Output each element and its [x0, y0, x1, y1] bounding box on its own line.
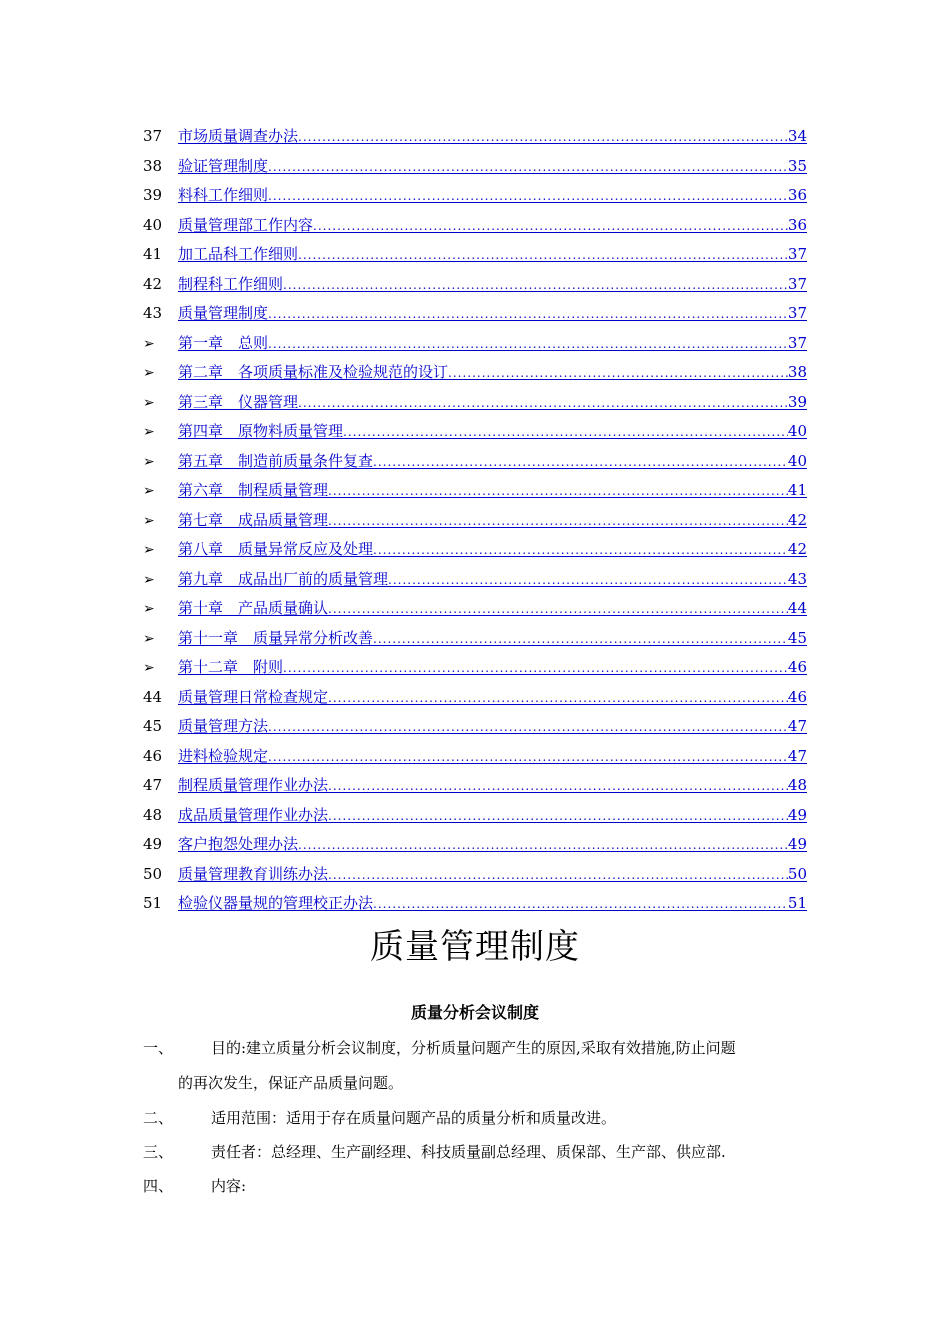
toc-entry[interactable]	[143, 565, 807, 595]
toc-entry-link[interactable]	[178, 624, 807, 655]
arrow-bullet-icon: ➢	[143, 660, 155, 676]
arrow-bullet-icon: ➢	[143, 571, 155, 588]
toc-entry-title: 制程科工作细则	[178, 274, 284, 293]
toc-entry-page: 45	[787, 628, 807, 647]
toc-leader-dots	[373, 448, 788, 478]
toc-entry-title: 第七章 成品质量管理	[178, 510, 329, 529]
paragraph-1	[143, 1031, 807, 1065]
toc-entry[interactable]	[143, 181, 807, 211]
table-of-contents	[143, 122, 807, 919]
toc-entry-page: 44	[787, 599, 807, 617]
toc-leader-dots	[373, 625, 788, 655]
toc-entry-link[interactable]	[178, 535, 807, 566]
toc-entry-link[interactable]	[178, 417, 807, 448]
toc-entry[interactable]	[143, 329, 807, 359]
arrow-bullet-icon: ➢	[143, 424, 155, 440]
toc-entry[interactable]	[143, 535, 807, 565]
section-title: 质量分析会议制度	[410, 1003, 539, 1022]
toc-entry[interactable]	[143, 211, 807, 241]
toc-entry[interactable]	[143, 122, 807, 152]
toc-leader-dots	[328, 595, 788, 625]
toc-entry-link[interactable]	[178, 860, 807, 891]
arrow-bullet-icon: ➢	[143, 542, 155, 558]
toc-entry-number: 50	[143, 864, 163, 883]
toc-entry-number: 48	[143, 805, 163, 824]
toc-entry-title: 成品质量管理作业办法	[178, 805, 329, 824]
toc-entry-title: 第六章 制程质量管理	[178, 481, 329, 499]
toc-entry-number: 44	[143, 687, 163, 706]
toc-entry-title: 制程质量管理作业办法	[178, 776, 329, 794]
toc-entry-link[interactable]	[178, 506, 807, 537]
toc-entry-title: 客户抱怨处理办法	[178, 835, 299, 853]
toc-entry[interactable]	[143, 771, 807, 801]
toc-entry[interactable]	[143, 683, 807, 713]
arrow-bullet-icon: ➢	[143, 394, 155, 411]
toc-entry[interactable]	[143, 476, 807, 506]
toc-entry-title: 检验仪器量规的管理校正办法	[178, 894, 374, 912]
toc-entry-page: 43	[787, 569, 807, 588]
toc-entry-link[interactable]	[178, 388, 807, 419]
toc-entry-link[interactable]	[178, 801, 807, 832]
toc-entry-link[interactable]	[178, 830, 807, 861]
arrow-bullet-icon: ➢	[143, 512, 155, 529]
toc-leader-dots	[283, 271, 788, 301]
toc-leader-dots	[298, 241, 788, 271]
toc-leader-dots	[298, 123, 788, 153]
toc-entry-page: 42	[787, 510, 807, 529]
paragraph-marker: 三、	[143, 1143, 174, 1161]
arrow-bullet-icon: ➢	[143, 483, 155, 499]
paragraph-marker: 二、	[143, 1109, 174, 1127]
toc-leader-dots	[448, 359, 788, 389]
toc-entry-link[interactable]	[178, 240, 807, 271]
toc-entry-link[interactable]	[178, 565, 807, 596]
toc-entry-page: 46	[787, 658, 807, 676]
body-section	[143, 1031, 807, 1203]
toc-entry-link[interactable]	[178, 122, 807, 153]
toc-entry[interactable]	[143, 860, 807, 890]
toc-leader-dots	[268, 182, 788, 212]
toc-entry-link[interactable]	[178, 329, 807, 360]
toc-entry-title: 市场质量调查办法	[178, 127, 299, 145]
toc-leader-dots	[268, 300, 788, 330]
toc-entry-page: 36	[787, 186, 807, 204]
paragraph-marker: 一、	[143, 1039, 174, 1057]
toc-leader-dots	[268, 713, 788, 743]
toc-entry[interactable]	[143, 653, 807, 683]
toc-entry-page: 40	[787, 422, 807, 440]
toc-entry-title: 质量管理制度	[178, 304, 269, 322]
paragraph-text: 责任者：总经理、生产副经理、科技质量副总经理、质保部、生产部、供应部.	[211, 1143, 726, 1161]
toc-entry-link[interactable]	[178, 683, 807, 714]
arrow-bullet-icon: ➢	[143, 453, 155, 470]
toc-entry-title: 第五章 制造前质量条件复查	[178, 451, 374, 470]
toc-entry-page: 37	[787, 333, 807, 352]
toc-entry-page: 49	[787, 835, 807, 853]
toc-entry[interactable]	[143, 594, 807, 624]
toc-entry-page: 34	[787, 127, 807, 145]
toc-entry-number: 46	[143, 746, 163, 765]
toc-entry-link[interactable]	[178, 742, 807, 773]
toc-entry-number: 51	[143, 894, 163, 912]
toc-entry-number: 40	[143, 215, 163, 234]
toc-leader-dots	[328, 684, 788, 714]
toc-entry-link[interactable]	[178, 211, 807, 242]
toc-entry[interactable]	[143, 624, 807, 654]
toc-entry-link[interactable]	[178, 653, 807, 684]
toc-entry-page: 39	[787, 392, 807, 411]
toc-entry-page: 41	[787, 481, 807, 499]
toc-entry-number: 42	[143, 274, 163, 293]
toc-entry-page: 36	[787, 215, 807, 234]
toc-leader-dots	[388, 566, 788, 596]
toc-entry-title: 验证管理制度	[178, 156, 269, 175]
arrow-bullet-icon: ➢	[143, 630, 155, 647]
toc-leader-dots	[373, 890, 788, 920]
toc-entry[interactable]	[143, 417, 807, 447]
toc-entry-link[interactable]	[178, 476, 807, 507]
toc-entry[interactable]	[143, 801, 807, 831]
toc-entry-link[interactable]	[178, 889, 807, 920]
toc-entry-title: 加工品科工作细则	[178, 245, 299, 263]
toc-entry-title: 质量管理教育训练办法	[178, 864, 329, 883]
main-title: 质量管理制度	[370, 927, 580, 967]
toc-entry-page: 49	[787, 805, 807, 824]
toc-entry-page: 38	[787, 363, 807, 381]
toc-entry-page: 37	[787, 245, 807, 263]
toc-entry[interactable]	[143, 152, 807, 182]
toc-entry-title: 第九章 成品出厂前的质量管理	[178, 569, 389, 588]
toc-entry[interactable]	[143, 742, 807, 772]
toc-entry-link[interactable]	[178, 447, 807, 478]
toc-leader-dots	[328, 477, 788, 507]
toc-leader-dots	[328, 507, 788, 537]
toc-entry-page: 47	[787, 746, 807, 765]
paragraph-3	[143, 1135, 807, 1169]
toc-leader-dots	[328, 772, 788, 802]
toc-leader-dots	[298, 831, 788, 861]
toc-entry-page: 37	[787, 274, 807, 293]
arrow-bullet-icon: ➢	[143, 601, 155, 617]
toc-entry-page: 48	[787, 776, 807, 794]
toc-entry-page: 35	[787, 156, 807, 175]
toc-entry[interactable]	[143, 506, 807, 536]
paragraph-2	[143, 1101, 807, 1135]
toc-entry-page: 51	[787, 894, 807, 912]
toc-entry-title: 第十一章 质量异常分析改善	[178, 628, 374, 647]
toc-entry[interactable]	[143, 889, 807, 919]
toc-entry-page: 37	[787, 304, 807, 322]
toc-leader-dots	[268, 153, 788, 183]
toc-leader-dots	[373, 536, 788, 566]
toc-entry[interactable]	[143, 299, 807, 329]
toc-entry-number: 41	[143, 245, 163, 263]
toc-entry-page: 47	[787, 717, 807, 735]
toc-entry-number: 43	[143, 304, 163, 322]
toc-entry[interactable]	[143, 830, 807, 860]
paragraph-text: 适用范围：适用于存在质量问题产品的质量分析和质量改进。	[211, 1109, 617, 1127]
toc-entry-title: 进料检验规定	[178, 746, 269, 765]
toc-entry-page: 42	[787, 540, 807, 558]
toc-entry-title: 质量管理方法	[178, 717, 269, 735]
toc-entry-link[interactable]	[178, 270, 807, 301]
toc-leader-dots	[298, 389, 788, 419]
toc-leader-dots	[283, 654, 788, 684]
arrow-bullet-icon: ➢	[143, 335, 155, 352]
toc-entry-link[interactable]	[178, 299, 807, 330]
toc-entry-number: 39	[143, 186, 163, 204]
toc-entry-title: 质量管理部工作内容	[178, 215, 314, 234]
toc-entry-link[interactable]	[178, 712, 807, 743]
paragraph-text: 目的:建立质量分析会议制度，分析质量问题产生的原因,采取有效措施,防止问题	[211, 1039, 736, 1057]
toc-entry-title: 料科工作细则	[178, 186, 269, 204]
toc-leader-dots	[343, 418, 788, 448]
toc-entry-link[interactable]	[178, 594, 807, 625]
toc-entry[interactable]	[143, 712, 807, 742]
paragraph-text: 内容:	[211, 1177, 247, 1195]
toc-entry-title: 第十二章 附则	[178, 658, 284, 676]
toc-entry-page: 50	[787, 864, 807, 883]
toc-entry-number: 38	[143, 156, 163, 175]
toc-entry-title: 第四章 原物料质量管理	[178, 422, 344, 440]
toc-entry-title: 第三章 仪器管理	[178, 392, 299, 411]
toc-entry[interactable]	[143, 270, 807, 300]
toc-entry-link[interactable]	[178, 152, 807, 183]
arrow-bullet-icon: ➢	[143, 365, 155, 381]
paragraph-marker: 四、	[143, 1177, 174, 1195]
toc-entry-title: 第二章 各项质量标准及检验规范的设订	[178, 363, 449, 381]
toc-entry-number: 47	[143, 776, 163, 794]
toc-entry-page: 40	[787, 451, 807, 470]
toc-entry-number: 49	[143, 835, 163, 853]
toc-entry[interactable]	[143, 388, 807, 418]
toc-entry-link[interactable]	[178, 771, 807, 802]
toc-leader-dots	[328, 802, 788, 832]
toc-leader-dots	[268, 743, 788, 773]
toc-entry-link[interactable]	[178, 181, 807, 212]
toc-entry-page: 46	[787, 687, 807, 706]
toc-entry-title: 第十章 产品质量确认	[178, 599, 329, 617]
toc-entry-title: 第八章 质量异常反应及处理	[178, 540, 374, 558]
toc-leader-dots	[313, 212, 788, 242]
toc-leader-dots	[268, 330, 788, 360]
toc-entry-title: 质量管理日常检查规定	[178, 687, 329, 706]
toc-entry[interactable]	[143, 358, 807, 388]
toc-entry-number: 37	[143, 127, 163, 145]
toc-leader-dots	[328, 861, 788, 891]
toc-entry[interactable]	[143, 447, 807, 477]
paragraph-continuation: 的再次发生，保证产品质量问题。	[178, 1074, 404, 1092]
toc-entry-number: 45	[143, 717, 163, 735]
paragraph-4	[143, 1169, 807, 1203]
toc-entry[interactable]	[143, 240, 807, 270]
toc-entry-link[interactable]	[178, 358, 807, 389]
toc-entry-title: 第一章 总则	[178, 333, 269, 352]
